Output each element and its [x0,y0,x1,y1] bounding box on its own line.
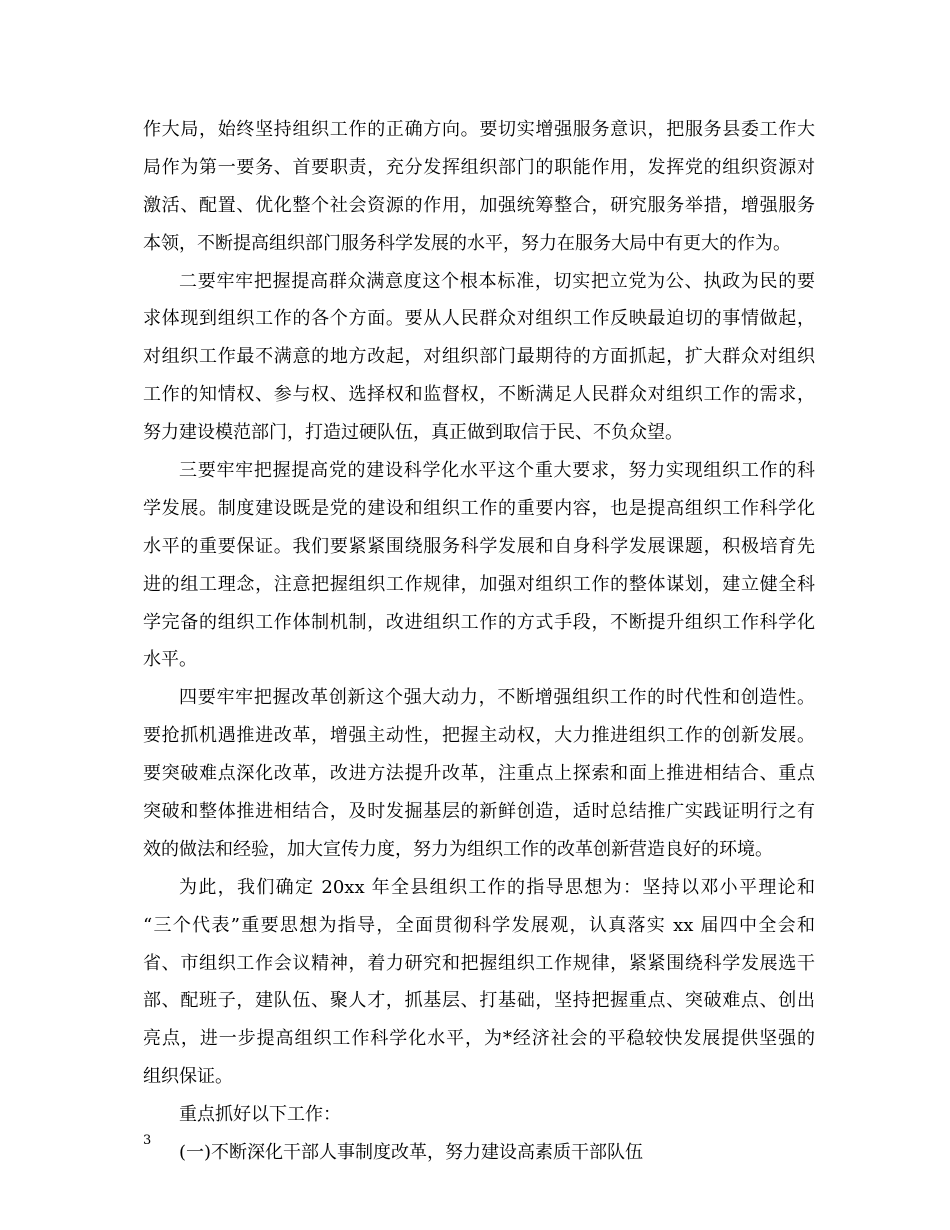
paragraph [143,263,815,452]
text-line: 水平的重要保证。我们要紧紧围绕服务科学发展和自身科学发展课题，积极培育先 [143,535,815,557]
text-line: 二要牢牢把握提高群众满意度这个根本标准，切实把立党为公、执政为民的要 [179,270,815,292]
text-line: 部、配班子，建队伍、聚人才，抓基层、打基础，坚持把握重点、突破难点、创出 [143,990,815,1012]
text-line: 三要牢牢把握提高党的建设科学化水平这个重大要求，努力实现组织工作的科 [179,460,815,482]
text-line: “三个代表”重要思想为指导，全面贯彻科学发展观，认真落实 xx 届四中全会和 [143,914,815,936]
paragraph [143,1096,815,1134]
text-line: 四要牢牢把握改革创新这个强大动力，不断增强组织工作的时代性和创造性。 [179,687,815,709]
paragraph [143,1134,815,1172]
page-number: 3 [143,1133,152,1148]
text-line: 组织保证。 [143,1066,233,1088]
text-line: 工作的知情权、参与权、选择权和监督权，不断满足人民群众对组织工作的需求， [143,384,815,406]
paragraph [143,111,815,263]
text-line: 求体现到组织工作的各个方面。要从人民群众对组织工作反映最迫切的事情做起， [143,308,815,330]
text-line: 进的组工理念，注意把握组织工作规律，加强对组织工作的整体谋划，建立健全科 [143,573,815,595]
text-line: 为此，我们确定 20xx 年全县组织工作的指导思想为：坚持以邓小平理论和 [179,876,815,898]
text-line: 省、市组织工作会议精神，着力研究和把握组织工作规律，紧紧围绕科学发展选干 [143,952,815,974]
paragraph [143,679,815,868]
text-line: (一)不断深化干部人事制度改革，努力建设高素质干部队伍 [179,1142,644,1164]
text-line: 对组织工作最不满意的地方改起，对组织部门最期待的方面抓起，扩大群众对组织 [143,346,815,368]
paragraph [143,452,815,679]
text-line: 效的做法和经验，加大宣传力度，努力为组织工作的改革创新营造良好的环境。 [143,838,773,860]
paragraph [143,869,815,1096]
text-line: 突破和整体推进相结合，及时发掘基层的新鲜创造，适时总结推广实践证明行之有 [143,801,815,823]
text-line: 学完备的组织工作体制机制，改进组织工作的方式手段，不断提升组织工作科学化 [143,611,815,633]
text-line: 亮点，进一步提高组织工作科学化水平，为*经济社会的平稳较快发展提供坚强的 [143,1028,815,1050]
text-line: 要突破难点深化改革，改进方法提升改革，注重点上探索和面上推进相结合、重点 [143,763,815,785]
text-line: 作大局，始终坚持组织工作的正确方向。要切实增强服务意识，把服务县委工作大 [143,119,815,140]
text-line: 水平。 [143,649,197,671]
text-line: 要抢抓机遇推进改革，增强主动性，把握主动权，大力推进组织工作的创新发展。 [143,725,815,747]
text-line: 努力建设模范部门，打造过硬队伍，真正做到取信于民、不负众望。 [143,422,683,444]
text-line: 本领，不断提高组织部门服务科学发展的水平，努力在服务大局中有更大的作为。 [143,232,791,254]
text-line: 学发展。制度建设既是党的建设和组织工作的重要内容，也是提高组织工作科学化 [143,497,815,519]
text-line: 重点抓好以下工作： [179,1104,341,1126]
document-body [143,111,815,1172]
text-line: 局作为第一要务、首要职责，充分发挥组织部门的职能作用，发挥党的组织资源对 [143,156,815,178]
text-line: 激活、配置、优化整个社会资源的作用，加强统筹整合，研究服务举措，增强服务 [143,194,815,216]
